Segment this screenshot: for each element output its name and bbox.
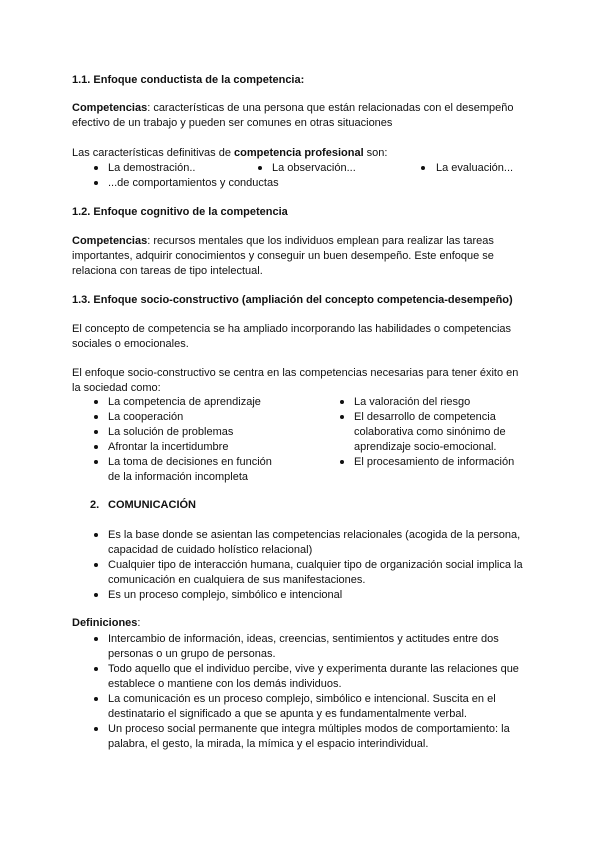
bullet-icon: [94, 697, 98, 701]
s12-definition-line-2: importantes, adquirir conocimientos y conseguir un buen desempeño. Este enfoque se: [72, 250, 494, 262]
s13-left-item: La solución de problemas: [108, 426, 234, 438]
bullet-icon: [340, 400, 344, 404]
s12-definition-line-3: relaciona con tareas de tipo intelectual.: [72, 265, 263, 277]
s11-def-text-1: : características de una persona que están relacionadas con el desempeño: [147, 102, 514, 114]
s2-item: Es la base donde se asientan las competencias relacionales (acogida de la persona,: [108, 529, 521, 541]
s11-def-term: Competencias: [72, 102, 148, 114]
defs-item: Un proceso social permanente que integra múltiples modos de comportamiento: la: [108, 723, 510, 735]
section-2-number: 2.: [90, 499, 100, 511]
s13-left-item: La cooperación: [108, 411, 184, 423]
bullet-icon: [94, 460, 98, 464]
definitions-heading-text: Definiciones: [72, 617, 138, 629]
s11-definition-line-1: [72, 101, 514, 116]
bullet-icon: [94, 400, 98, 404]
bullet-icon: [94, 667, 98, 671]
s12-definition-line-1: [72, 234, 494, 249]
s13-right-item-cont: colaborativa como sinónimo de: [354, 426, 506, 438]
bullet-icon: [340, 415, 344, 419]
defs-item: Intercambio de información, ideas, creencias, sentimientos y actitudes entre dos: [108, 633, 499, 645]
s12-def-text-1: : recursos mentales que los individuos emplean para realizar las tareas: [147, 235, 494, 247]
s2-item-cont: capacidad de cuidado holístico relacional): [108, 544, 313, 556]
s11-item: ...de comportamientos y conductas: [108, 177, 279, 189]
s2-item: Cualquier tipo de interacción humana, cualquier tipo de organización social implica la: [108, 559, 523, 571]
section-1-3-heading: 1.3. Enfoque socio-constructivo (ampliación del concepto competencia-desempeño): [72, 294, 513, 306]
s13-left-item: La toma de decisiones en función: [108, 456, 272, 468]
s2-item: Es un proceso complejo, simbólico e intencional: [108, 589, 343, 601]
s13-right-item: El procesamiento de información: [354, 456, 515, 468]
bullet-icon: [421, 166, 425, 170]
section-2-title: COMUNICACIÓN: [108, 499, 196, 511]
bullet-icon: [94, 533, 98, 537]
bullet-icon: [340, 460, 344, 464]
bullet-icon: [94, 181, 98, 185]
defs-item: Todo aquello que el individuo percibe, vive y experimenta durante las relaciones que: [108, 663, 519, 675]
definitions-colon: :: [137, 617, 141, 629]
bullet-icon: [94, 727, 98, 731]
s11-intro: [72, 146, 387, 161]
bullet-icon: [94, 430, 98, 434]
s11-definition-line-2: efectivo de un trabajo y pueden ser comunes en otras situaciones: [72, 117, 393, 129]
s13-p2-line-2: la sociedad como:: [72, 382, 161, 394]
s13-p1-line-2: sociales o emocionales.: [72, 338, 189, 350]
bullet-icon: [94, 563, 98, 567]
bullet-icon: [94, 593, 98, 597]
s13-left-item-cont: de la información incompleta: [108, 471, 249, 483]
bullet-icon: [94, 445, 98, 449]
defs-item-cont: destinatario el significado a que se apunta y es fundamentalmente verbal.: [108, 708, 467, 720]
bullet-icon: [258, 166, 262, 170]
defs-item: La comunicación es un proceso complejo, simbólico e intencional. Suscita en el: [108, 693, 496, 705]
s13-right-item: La valoración del riesgo: [354, 396, 471, 408]
s11-intro-pre: Las características definitivas de: [72, 147, 235, 159]
s11-item: La evaluación...: [436, 162, 514, 174]
bullet-icon: [94, 637, 98, 641]
s13-left-item: La competencia de aprendizaje: [108, 396, 261, 408]
bullet-icon: [94, 415, 98, 419]
section-1-1-heading: 1.1. Enfoque conductista de la competencia:: [72, 74, 305, 86]
section-1-2-heading: 1.2. Enfoque cognitivo de la competencia: [72, 206, 288, 218]
defs-item-cont: personas o un grupo de personas.: [108, 648, 276, 660]
s13-p2-line-1: El enfoque socio-constructivo se centra en las competencias necesarias para tener éxito en: [72, 367, 519, 379]
bullet-icon: [94, 166, 98, 170]
defs-item-cont: palabra, el gesto, la mirada, la mímica y el espacio interindividual.: [108, 738, 429, 750]
s11-intro-post: son:: [363, 147, 388, 159]
s12-def-term: Competencias: [72, 235, 148, 247]
s13-right-item-cont: aprendizaje socio-emocional.: [354, 441, 497, 453]
s13-right-item: El desarrollo de competencia: [354, 411, 496, 423]
s11-item: La observación...: [272, 162, 356, 174]
s11-item: La demostración..: [108, 162, 196, 174]
defs-item-cont: establece o mantiene con los demás individuos.: [108, 678, 342, 690]
s11-intro-bold: competencia profesional: [234, 147, 364, 159]
definitions-heading: [72, 616, 140, 631]
s2-item-cont: comunicación en cualquiera de sus manifestaciones.: [108, 574, 366, 586]
s13-p1-line-1: El concepto de competencia se ha ampliado incorporando las habilidades o competencias: [72, 323, 512, 335]
s13-left-item: Afrontar la incertidumbre: [108, 441, 229, 453]
